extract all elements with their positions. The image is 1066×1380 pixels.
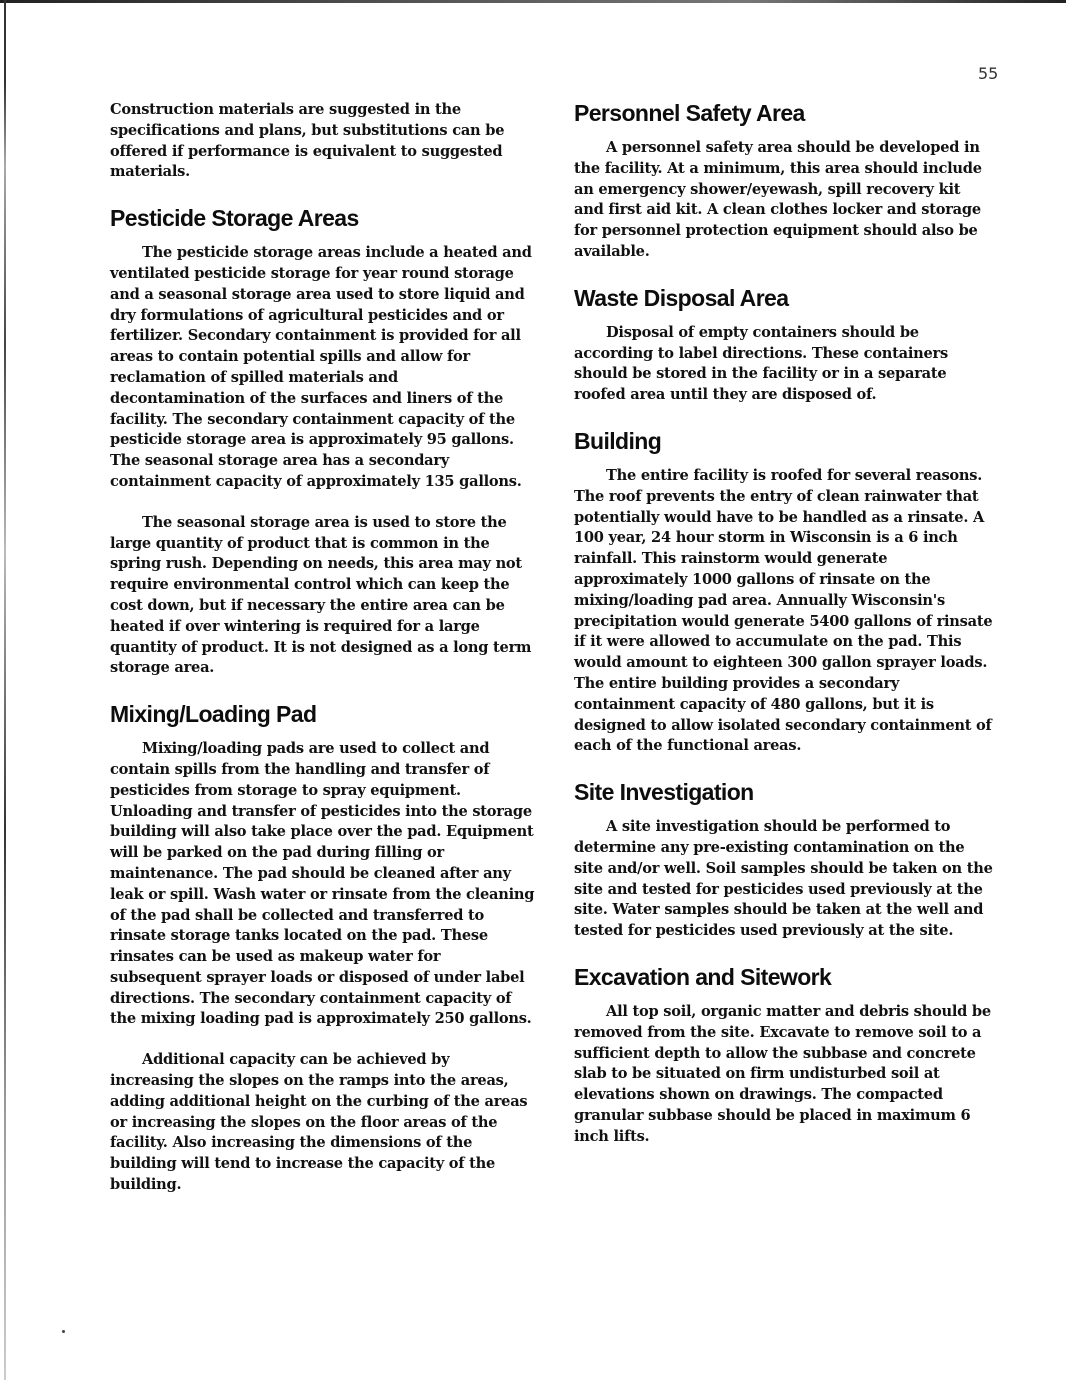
left-column	[110, 100, 535, 1196]
page-number: 55	[978, 64, 999, 83]
heading-mixing-loading-pad: Mixing/Loading Pad	[110, 701, 317, 728]
waste-disposal-paragraph: Disposal of empty containers should be according to label directions. These containers should be stored in the facility or in a separate roofed area until they are disposed of.	[574, 323, 948, 404]
site-investigation-paragraph: A site investigation should be performed to determine any pre-existing contamination on the site and/or well. Soil samples should be taken on the site and tested for pesticides used previously at the site. Water samples should be taken at the well and tested for pesticides used previously at the site.	[574, 818, 993, 940]
mixing-loading-paragraph-1: Mixing/loading pads are used to collect and contain spills from the handling and transfer of pesticides from storage to spray equipment. Unloading and transfer of pesticides into the storage building will also take place over the pad. Equipment will be parked on the pad during filling or maintenance. The pad should be cleaned after any leak or spill. Wash water or rinsate from the cleaning of the pad shall be collected and transferred to rinsate storage tanks located on the pad. These rinsates can be used as makeup water for subsequent sprayer loads or disposed of under label directions. The secondary containment capacity of the mixing loading pad is approximately 250 gallons.	[110, 740, 535, 1028]
scan-speck	[62, 1330, 65, 1333]
heading-personnel-safety-area: Personnel Safety Area	[574, 100, 805, 126]
excavation-paragraph: All top soil, organic matter and debris should be removed from the site. Excavate to remove soil to a sufficient depth to allow the subbase and concrete slab to be situated on firm undisturbed soil at elevations shown on drawings. The compacted granular subbase should be placed in maximum 6 inch lifts.	[574, 1002, 991, 1145]
pesticide-storage-paragraph-1: The pesticide storage areas include a heated and ventilated pesticide storage for year round storage and a seasonal storage area used to store liquid and dry formulations of agricultural pesticides and or fertilizer. Secondary containment is provided for all areas to contain potential spills and allow for reclamation of spilled materials and decontamination of the surfaces and liners of the facility. The secondary containment capacity of the pesticide storage area is approximately 95 gallons. The seasonal storage area has a secondary containment capacity of approximately 135 gallons.	[110, 244, 532, 490]
mixing-loading-paragraph-2: Additional capacity can be achieved by increasing the slopes on the ramps into the areas, adding additional height on the curbing of the areas or increasing the slopes on the floor areas of the facility. Also increasing the dimensions of the building will tend to increase the capacity of the building.	[110, 1051, 528, 1194]
heading-building: Building	[574, 427, 662, 454]
scan-top-edge	[0, 0, 1066, 3]
heading-excavation-and-sitework: Excavation and Sitework	[574, 963, 832, 990]
heading-pesticide-storage-areas: Pesticide Storage Areas	[110, 205, 359, 232]
heading-waste-disposal-area: Waste Disposal Area	[574, 284, 789, 311]
scan-left-edge	[4, 0, 6, 1380]
right-column	[574, 100, 994, 1147]
intro-paragraph: Construction materials are suggested in the specifications and plans, but substitutions can be offered if performance is equivalent to suggested materials.	[110, 101, 505, 181]
personnel-safety-paragraph: A personnel safety area should be developed in the facility. At a minimum, this area should include an emergency shower/eyewash, spill recovery kit and first aid kit. A clean clothes locker and storage for personnel protection equipment should also be available.	[574, 139, 982, 260]
heading-site-investigation: Site Investigation	[574, 779, 754, 806]
building-paragraph: The entire facility is roofed for several reasons. The roof prevents the entry of clean rainwater that potentially would have to be handled as a rinsate. A 100 year, 24 hour storm in Wisconsin is a 6 inch rainfall. This rainstorm would generate approximately 1000 gallons of rinsate on the mixing/loading pad area. Annually Wisconsin's precipitation would generate 5400 gallons of rinsate if it were allowed to accumulate on the pad. This would amount to eighteen 300 gallon sprayer loads. The entire building provides a secondary containment capacity of 480 gallons, but it is designed to allow isolated secondary containment of each of the functional areas.	[574, 466, 993, 755]
pesticide-storage-paragraph-2: The seasonal storage area is used to store the large quantity of product that is common in the spring rush. Depending on needs, this area may not require environmental control which can keep the cost down, but if necessary the entire area can be heated if over wintering is required for a large quantity of product. It is not designed as a long term storage area.	[110, 513, 532, 677]
